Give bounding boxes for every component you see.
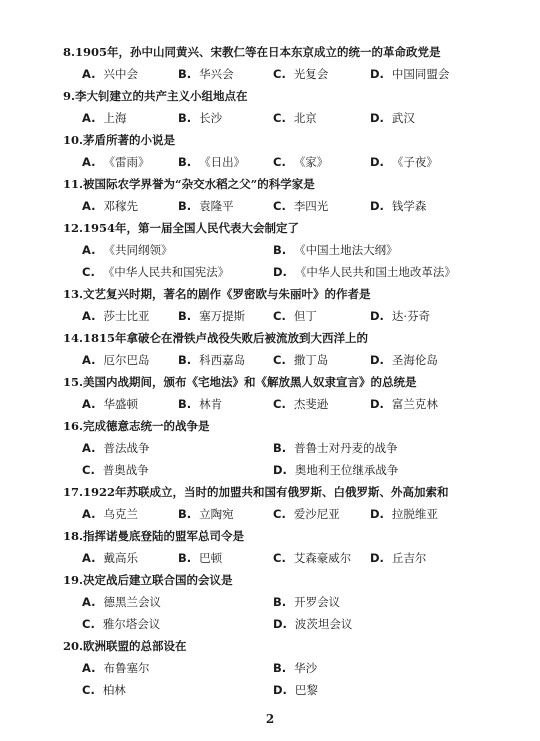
option (82, 617, 160, 631)
option-letter: B. (178, 309, 192, 323)
option-text: 科西嘉岛 (199, 353, 246, 367)
option-letter: B. (273, 661, 287, 675)
option-letter: B. (178, 353, 192, 367)
option (370, 397, 438, 411)
question-stem: 美国内战期间，颁布《宅地法》和《解放黑人奴隶宣言》的总统是 (83, 375, 417, 389)
option (178, 353, 245, 367)
option-letter: B. (178, 199, 192, 213)
option-text: 北京 (293, 111, 317, 125)
option-text: 《家》 (293, 155, 329, 169)
option-letter: A. (82, 595, 96, 609)
option-text: 立陶宛 (199, 507, 234, 521)
option-letter: B. (178, 507, 192, 521)
option (273, 397, 328, 411)
option (273, 551, 351, 565)
option-letter: A. (82, 353, 96, 367)
question-stem: 文艺复兴时期，著名的剧作《罗密欧与朱丽叶》的作者是 (83, 287, 371, 301)
option (82, 397, 138, 411)
option-text: 但丁 (293, 309, 317, 323)
option-letter: D. (370, 397, 384, 411)
option-text: 厄尔巴岛 (103, 353, 150, 367)
option-letter: D. (370, 353, 384, 367)
question-stem: 被国际农学界誉为“杂交水稻之父”的科学家是 (83, 177, 315, 191)
option-letter: C. (82, 265, 95, 279)
option-text: 《中华人民共和国宪法》 (102, 265, 230, 279)
option-letter: B. (178, 397, 192, 411)
option-letter: A. (82, 243, 96, 257)
option-text: 兴中会 (103, 67, 138, 81)
option-letter: A. (82, 551, 96, 565)
option-letter: D. (273, 463, 287, 477)
option (370, 309, 430, 323)
option-text: 奥地利王位继承战争 (294, 463, 399, 477)
option-letter: B. (178, 67, 192, 81)
option-text: 富兰克林 (391, 397, 438, 411)
option (273, 463, 398, 477)
question-stem: 茅盾所著的小说是 (83, 133, 176, 147)
question-number: 9. (63, 89, 76, 103)
option (82, 309, 149, 323)
option-text: 普奥战争 (102, 463, 149, 477)
option (82, 243, 172, 257)
page-number: 2 (265, 712, 275, 726)
option-letter: C. (273, 67, 286, 81)
option-letter: A. (82, 199, 96, 213)
option-letter: B. (178, 551, 192, 565)
question-11 (63, 177, 315, 191)
option-letter: C. (273, 353, 286, 367)
option (273, 199, 328, 213)
option (273, 243, 398, 257)
option-letter: B. (178, 155, 192, 169)
option-text: 戴高乐 (103, 551, 138, 565)
option (82, 199, 138, 213)
option (370, 199, 426, 213)
option (82, 463, 149, 477)
option (370, 111, 415, 125)
question-stem: 指挥诺曼底登陆的盟军总司令是 (83, 529, 245, 543)
option-letter: D. (370, 155, 384, 169)
option-letter: D. (370, 551, 384, 565)
option (82, 595, 161, 609)
option-text: 普法战争 (103, 441, 150, 455)
option-text: 钱学森 (391, 199, 427, 213)
option (273, 617, 352, 631)
question-number: 13. (63, 287, 84, 301)
option-text: 雅尔塔会议 (102, 617, 161, 631)
option-letter: D. (370, 111, 384, 125)
question-number: 17. (63, 485, 84, 499)
option-letter: C. (273, 155, 286, 169)
option (273, 309, 317, 323)
question-stem: 1922年苏联成立，当时的加盟共和国有俄罗斯、白俄罗斯、外高加索和 (83, 485, 449, 499)
option-letter: A. (82, 397, 96, 411)
question-number: 15. (63, 375, 84, 389)
option-text: 巴黎 (294, 683, 318, 697)
option (178, 155, 245, 169)
question-16 (63, 419, 210, 433)
option-letter: A. (82, 111, 96, 125)
option-letter: A. (82, 309, 96, 323)
option-letter: C. (82, 683, 95, 697)
option-letter: A. (82, 67, 96, 81)
option-text: 《日出》 (199, 155, 246, 169)
option (273, 507, 340, 521)
option (82, 67, 138, 81)
option-text: 开罗会议 (294, 595, 341, 609)
option-text: 邓稼先 (103, 199, 138, 213)
question-stem: 1905年，孙中山同黄兴、宋教仁等在日本东京成立的统一的革命政党是 (75, 45, 441, 59)
question-number: 14. (63, 331, 84, 345)
question-20 (63, 639, 187, 653)
option-letter: C. (273, 309, 286, 323)
option (82, 265, 229, 279)
option (370, 353, 438, 367)
option-text: 布鲁塞尔 (103, 661, 150, 675)
option-letter: B. (273, 595, 287, 609)
option-text: 华兴会 (199, 67, 234, 81)
option (82, 507, 138, 521)
option-text: 艾森豪威尔 (293, 551, 352, 565)
option (273, 155, 328, 169)
option-text: 中国同盟会 (391, 67, 450, 81)
option (178, 551, 222, 565)
option (273, 441, 398, 455)
option-letter: C. (82, 617, 95, 631)
question-15 (63, 375, 417, 389)
option-text: 上海 (103, 111, 127, 125)
question-number: 8. (63, 45, 76, 59)
option (370, 507, 438, 521)
option-text: 塞万提斯 (199, 309, 246, 323)
option-text: 巴顿 (199, 551, 223, 565)
option-text: 武汉 (391, 111, 415, 125)
option (370, 155, 438, 169)
question-12 (63, 221, 299, 235)
option-text: 柏林 (102, 683, 126, 697)
option (273, 595, 340, 609)
question-19 (63, 573, 233, 587)
option-letter: B. (273, 441, 287, 455)
option (370, 551, 426, 565)
option-text: 华沙 (294, 661, 318, 675)
option-letter: D. (370, 199, 384, 213)
option-letter: A. (82, 507, 96, 521)
option-text: 波茨坦会议 (294, 617, 353, 631)
option-text: 莎士比亚 (103, 309, 150, 323)
option-text: 杰斐逊 (293, 397, 329, 411)
option-letter: B. (273, 243, 287, 257)
option-text: 《雷雨》 (103, 155, 150, 169)
option-letter: A. (82, 661, 96, 675)
option-text: 普鲁士对丹麦的战争 (294, 441, 398, 455)
option-text: 李四光 (293, 199, 329, 213)
option (273, 353, 328, 367)
option (82, 111, 126, 125)
option (273, 661, 317, 675)
option (82, 441, 149, 455)
option (82, 661, 149, 675)
option-text: 爱沙尼亚 (293, 507, 340, 521)
question-13 (63, 287, 371, 301)
option (273, 265, 456, 279)
question-stem: 决定战后建立联合国的会议是 (83, 573, 233, 587)
question-stem: 李大钊建立的共产主义小组地点在 (75, 89, 248, 103)
question-stem: 欧洲联盟的总部设在 (83, 639, 187, 653)
option-text: 撒丁岛 (293, 353, 329, 367)
option-letter: D. (273, 265, 287, 279)
question-8 (63, 45, 441, 59)
option-letter: A. (82, 155, 96, 169)
option-text: 光复会 (293, 67, 329, 81)
question-number: 12. (63, 221, 84, 235)
option-letter: A. (82, 441, 96, 455)
option-text: 乌克兰 (103, 507, 138, 521)
option-text: 《中华人民共和国土地改革法》 (294, 265, 456, 279)
question-number: 19. (63, 573, 84, 587)
option (370, 67, 449, 81)
question-17 (63, 485, 449, 499)
question-stem: 1954年，第一届全国人民代表大会制定了 (83, 221, 300, 235)
option (178, 397, 222, 411)
option-text: 丘吉尔 (391, 551, 427, 565)
option (82, 155, 149, 169)
question-number: 16. (63, 419, 84, 433)
option (273, 111, 317, 125)
option-letter: C. (273, 397, 286, 411)
option (178, 111, 222, 125)
option (178, 309, 245, 323)
option (178, 199, 234, 213)
question-14 (63, 331, 368, 345)
question-number: 10. (63, 133, 84, 147)
question-number: 20. (63, 639, 84, 653)
option-text: 袁隆平 (199, 199, 234, 213)
option-text: 拉脱维亚 (391, 507, 438, 521)
option-letter: D. (273, 683, 287, 697)
question-18 (63, 529, 244, 543)
option-text: 《中国土地法大纲》 (294, 243, 398, 257)
option (82, 683, 126, 697)
option (178, 507, 234, 521)
option-letter: C. (273, 111, 286, 125)
option-letter: B. (178, 111, 192, 125)
option-text: 达·芬奇 (391, 309, 431, 323)
option-text: 林肯 (199, 397, 223, 411)
option-letter: C. (82, 463, 95, 477)
option-letter: D. (370, 67, 384, 81)
question-stem: 1815年拿破仑在滑铁卢战役失败后被流放到大西洋上的 (83, 331, 369, 345)
option (82, 353, 149, 367)
option-text: 华盛顿 (103, 397, 138, 411)
option (273, 683, 318, 697)
question-number: 18. (63, 529, 84, 543)
question-number: 11. (63, 177, 84, 191)
option-text: 德黑兰会议 (103, 595, 161, 609)
option-text: 《子夜》 (391, 155, 438, 169)
option-letter: D. (273, 617, 287, 631)
option-text: 圣海伦岛 (391, 353, 438, 367)
option (178, 67, 234, 81)
option (273, 67, 328, 81)
option-letter: D. (370, 309, 384, 323)
question-stem: 完成德意志统一的战争是 (83, 419, 210, 433)
option-letter: D. (370, 507, 384, 521)
option-letter: C. (273, 199, 286, 213)
option-letter: C. (273, 551, 286, 565)
question-9 (63, 89, 248, 103)
option (82, 551, 138, 565)
question-10 (63, 133, 175, 147)
option-text: 长沙 (199, 111, 223, 125)
option-text: 《共同纲领》 (103, 243, 173, 257)
option-letter: C. (273, 507, 286, 521)
